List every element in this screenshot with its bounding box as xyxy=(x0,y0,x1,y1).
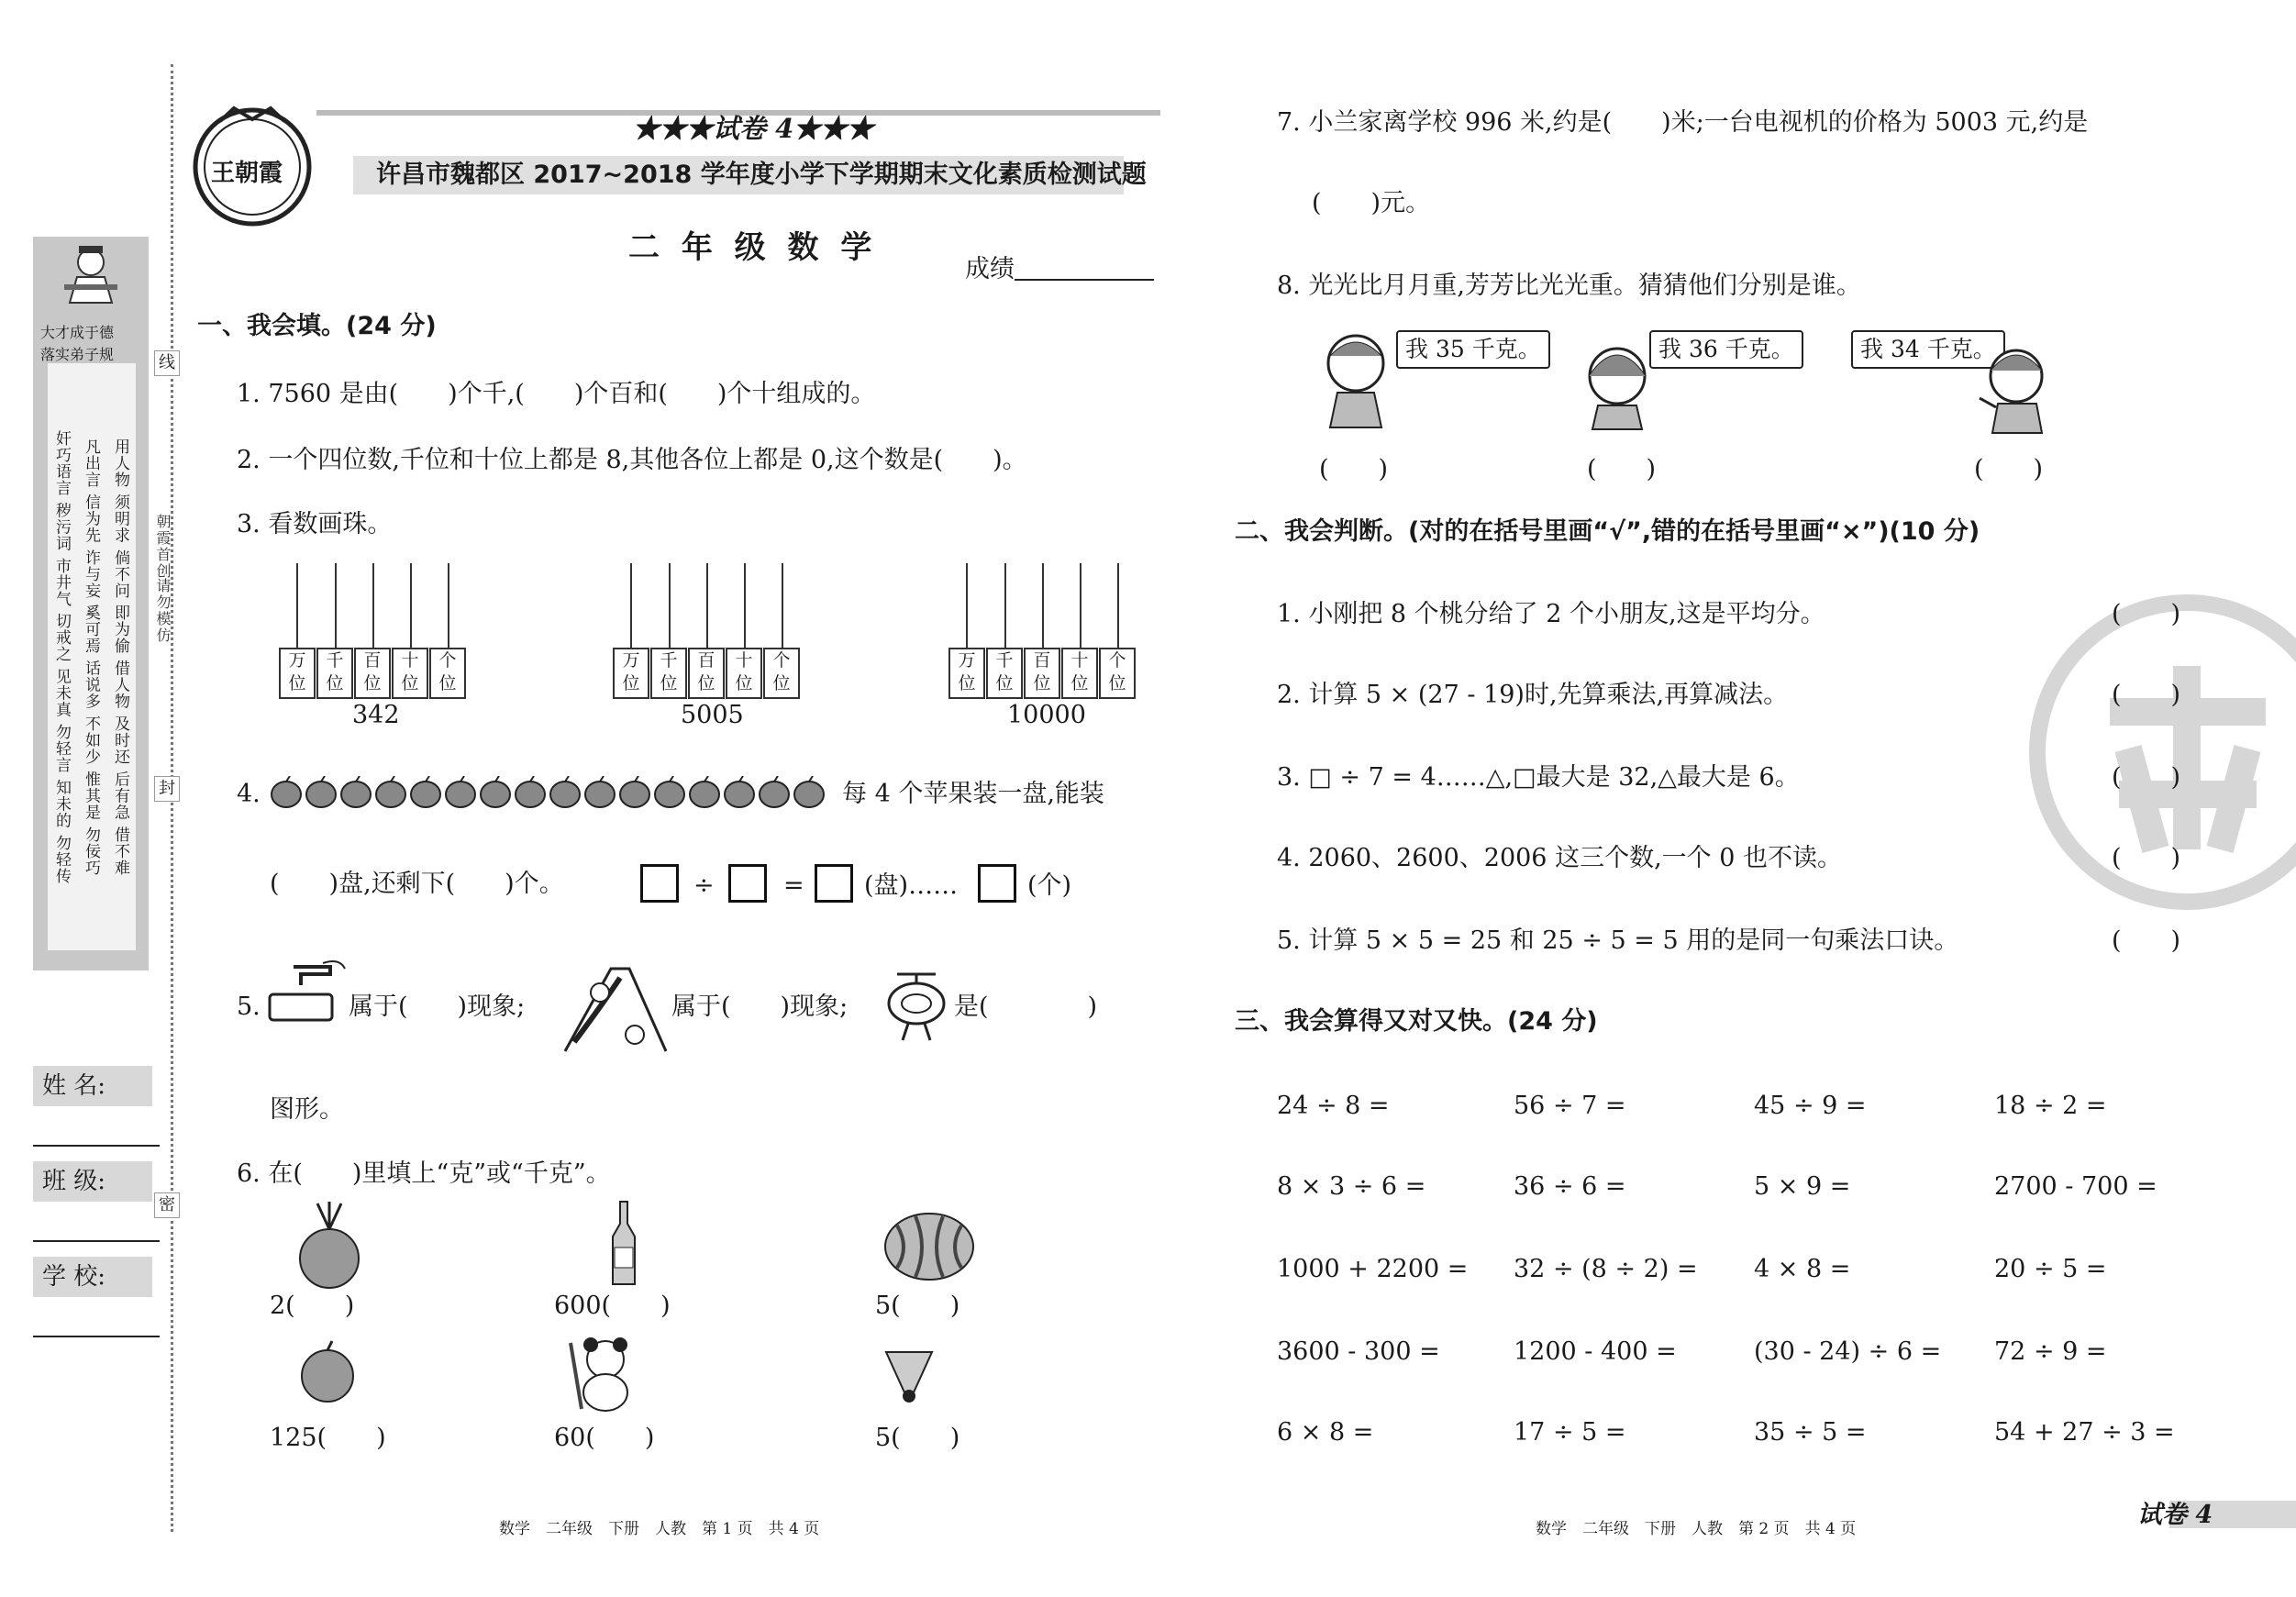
place-cell: 万 位 xyxy=(613,648,649,699)
calc-item[interactable]: 18 ÷ 2 = xyxy=(1994,1092,2107,1120)
place-cell: 百 位 xyxy=(1024,648,1060,699)
q3: 3. 看数画珠。 xyxy=(237,510,393,538)
calc-item[interactable]: 24 ÷ 8 = xyxy=(1277,1092,1390,1120)
star-icon: ★★★ xyxy=(633,113,714,144)
cut-word-3: 密 xyxy=(154,1192,180,1218)
apple-icon xyxy=(295,1339,360,1403)
q6: 6. 在( )里填上“克”或“千克”。 xyxy=(237,1159,611,1188)
q5-part-c: 是( ) xyxy=(954,993,1098,1021)
school-field[interactable] xyxy=(33,1336,160,1337)
motto-text xyxy=(48,363,136,950)
q5-line2: 图形。 xyxy=(270,1095,344,1124)
calc-item[interactable]: 6 × 8 = xyxy=(1277,1418,1374,1447)
judge-item-3: 3. □ ÷ 7 = 4……△,□最大是 32,△最大是 6。 xyxy=(1277,763,1800,792)
place-cell: 十 位 xyxy=(392,648,428,699)
q5-number: 5. xyxy=(237,993,261,1021)
exam-title: 许昌市魏都区 2017~2018 学年度小学下学期期末文化素质检测试题 xyxy=(376,161,1147,189)
motto-col-2: 凡出言 信为先 诈与妄 奚可焉 话说多 不如少 惟其是 勿佞巧 xyxy=(82,438,100,876)
airplane-icon xyxy=(879,967,954,1046)
name-label: 姓 名: xyxy=(33,1066,152,1106)
q2: 2. 一个四位数,千位和十位上都是 8,其他各位上都是 0,这个数是( )。 xyxy=(237,446,1027,474)
corner-label: 试卷 4 xyxy=(2137,1501,2213,1529)
q6-item-2: 600( ) xyxy=(554,1292,671,1320)
op-remainder: (盘)…… xyxy=(864,871,959,900)
faucet-icon xyxy=(266,958,349,1024)
op-unit: (个) xyxy=(1027,871,1072,900)
abacus-number-3: 10000 xyxy=(1007,701,1086,729)
judge-item-1: 1. 小刚把 8 个桃分给了 2 个小朋友,这是平均分。 xyxy=(1277,600,1825,628)
score-field[interactable] xyxy=(1015,279,1154,281)
calc-item[interactable]: 3600 - 300 = xyxy=(1277,1337,1440,1366)
judge-bracket-2[interactable]: ( ) xyxy=(2112,681,2181,709)
subject-title: 二 年 级 数 学 xyxy=(628,229,878,266)
q8-answer-3[interactable]: ( ) xyxy=(1974,455,2044,483)
q6-item-5: 60( ) xyxy=(554,1424,655,1452)
school-label: 学 校: xyxy=(33,1257,152,1297)
judge-item-2: 2. 计算 5 × (27 - 19)时,先算乘法,再算减法。 xyxy=(1277,681,1789,709)
q7-line1: 7. 小兰家离学校 996 米,约是( )米;一台电视机的价格为 5003 元,约是 xyxy=(1277,108,2089,137)
calc-item[interactable]: 56 ÷ 7 = xyxy=(1514,1092,1626,1120)
answer-box-3[interactable] xyxy=(815,864,853,903)
motto-panel xyxy=(33,237,149,970)
q6-item-6: 5( ) xyxy=(875,1424,960,1452)
footer-left: 数学 二年级 下册 人教 第 1 页 共 4 页 xyxy=(499,1520,820,1538)
calc-item[interactable]: 72 ÷ 9 = xyxy=(1994,1337,2107,1366)
place-cell: 十 位 xyxy=(726,648,762,699)
q4-suffix: 每 4 个苹果装一盘,能装 xyxy=(842,780,1104,808)
panda-icon xyxy=(563,1334,640,1413)
calc-item[interactable]: 36 ÷ 6 = xyxy=(1514,1172,1626,1201)
place-cell: 十 位 xyxy=(1061,648,1098,699)
girl-yueyue xyxy=(1580,339,1655,431)
abacus-number-2: 5005 xyxy=(681,701,744,729)
judge-bracket-3[interactable]: ( ) xyxy=(2112,763,2181,792)
exam-label: ★★★试卷 4★★★ xyxy=(633,113,874,144)
speech-bubble-2: 我 36 千克。 xyxy=(1649,330,1803,369)
calc-item[interactable]: 35 ÷ 5 = xyxy=(1754,1418,1867,1447)
speech-bubble-1: 我 35 千克。 xyxy=(1396,330,1550,369)
q6-item-3: 5( ) xyxy=(875,1292,960,1320)
q6-item-1: 2( ) xyxy=(270,1292,355,1320)
answer-box-1[interactable] xyxy=(640,864,679,903)
speech-bubble-3: 我 34 千克。 xyxy=(1851,330,2005,369)
score-label: 成绩 xyxy=(965,255,1015,283)
girl-fangfang xyxy=(1976,339,2053,435)
q1: 1. 7560 是由( )个千,( )个百和( )个十组成的。 xyxy=(237,380,876,408)
apple-row xyxy=(270,776,837,809)
brand-name: 王朝霞 xyxy=(211,160,283,187)
boy-guangguang xyxy=(1321,328,1398,429)
cut-word-1: 线 xyxy=(154,350,180,376)
calc-item[interactable]: 54 + 27 ÷ 3 = xyxy=(1994,1418,2175,1447)
q4-line2: ( )盘,还剩下( )个。 xyxy=(270,870,564,898)
section1-title: 一、我会填。(24 分) xyxy=(197,312,437,340)
section3-title: 三、我会算得又对又快。(24 分) xyxy=(1235,1007,1598,1036)
calc-item[interactable]: 20 ÷ 5 = xyxy=(1994,1255,2107,1283)
vertical-note-1: 朝霞首创 xyxy=(154,514,172,580)
abacus-3[interactable] xyxy=(948,563,1136,701)
place-cell: 千 位 xyxy=(650,648,687,699)
brand-logo xyxy=(183,101,321,229)
section2-title: 二、我会判断。(对的在括号里画“√”,错的在括号里画“×”)(10 分) xyxy=(1235,517,1980,546)
place-cell: 万 位 xyxy=(948,648,985,699)
answer-box-2[interactable] xyxy=(728,864,767,903)
q7-line2: ( )元。 xyxy=(1312,189,1431,217)
judge-item-5: 5. 计算 5 × 5 = 25 和 25 ÷ 5 = 5 用的是同一句乘法口诀。 xyxy=(1277,926,1959,955)
star-icon: ★★★ xyxy=(793,113,874,144)
class-field[interactable] xyxy=(33,1240,160,1242)
slide-icon xyxy=(556,950,671,1057)
answer-box-4[interactable] xyxy=(978,864,1016,903)
calc-item[interactable]: 17 ÷ 5 = xyxy=(1514,1418,1626,1447)
place-cell: 千 位 xyxy=(316,648,353,699)
calc-item[interactable]: 5 × 9 = xyxy=(1754,1172,1851,1201)
place-cell: 百 位 xyxy=(688,648,725,699)
place-cell: 万 位 xyxy=(279,648,316,699)
q8-answer-1[interactable]: ( ) xyxy=(1319,455,1389,483)
bottle-icon xyxy=(609,1200,638,1286)
calc-item[interactable]: 4 × 8 = xyxy=(1754,1255,1851,1283)
judge-bracket-1[interactable]: ( ) xyxy=(2112,600,2181,628)
calc-item[interactable]: 1200 - 400 = xyxy=(1514,1337,1677,1366)
q5-part-b: 属于( )现象; xyxy=(671,993,849,1021)
place-cell: 百 位 xyxy=(354,648,391,699)
place-cell: 个 位 xyxy=(1099,648,1136,699)
judge-item-4: 4. 2060、2600、2006 这三个数,一个 0 也不读。 xyxy=(1277,844,1842,872)
q4-number: 4. xyxy=(237,780,261,808)
calc-item[interactable]: 45 ÷ 9 = xyxy=(1754,1092,1867,1120)
calc-item[interactable]: 1000 + 2200 = xyxy=(1277,1255,1469,1283)
calc-item[interactable]: 2700 - 700 = xyxy=(1994,1172,2157,1201)
abacus-number-1: 342 xyxy=(352,701,400,729)
judge-bracket-5[interactable]: ( ) xyxy=(2112,926,2181,955)
watermelon-icon xyxy=(882,1211,976,1282)
scholar-illustration xyxy=(59,242,123,306)
q8-answer-2[interactable]: ( ) xyxy=(1587,455,1657,483)
footer-right: 数学 二年级 下册 人教 第 2 页 共 4 页 xyxy=(1536,1520,1857,1538)
place-cell: 个 位 xyxy=(763,648,800,699)
op-divide: ÷ xyxy=(693,871,715,900)
abacus-2[interactable] xyxy=(613,563,800,701)
q6-item-4: 125( ) xyxy=(270,1424,386,1452)
judge-bracket-4[interactable]: ( ) xyxy=(2112,844,2181,872)
cut-word-2: 封 xyxy=(154,776,180,802)
class-label: 班 级: xyxy=(33,1161,152,1202)
motto-top-2: 落实弟子规 xyxy=(40,346,115,363)
place-cell: 个 位 xyxy=(429,648,466,699)
motto-top-1: 大才成于德 xyxy=(40,324,115,341)
vertical-note-2: 请勿模仿 xyxy=(154,578,172,644)
abacus-1[interactable] xyxy=(279,563,466,701)
motto-col-3: 用人物 须明求 倘不问 即为偷 借人物 及时还 后有急 借不难 xyxy=(111,438,129,876)
name-field[interactable] xyxy=(33,1145,160,1147)
pineapple-icon xyxy=(295,1202,363,1290)
place-cell: 千 位 xyxy=(986,648,1023,699)
calc-item[interactable]: 32 ÷ (8 ÷ 2) = xyxy=(1514,1255,1698,1283)
calc-item[interactable]: (30 - 24) ÷ 6 = xyxy=(1754,1337,1942,1366)
shuttlecock-icon xyxy=(882,1348,936,1403)
q8: 8. 光光比月月重,芳芳比光光重。猜猜他们分别是谁。 xyxy=(1277,272,1861,300)
calc-item[interactable]: 8 × 3 ÷ 6 = xyxy=(1277,1172,1426,1201)
motto-col-1: 奸巧语言 秽污词 市井气 切戒之 见未真 勿轻言 知未的 勿轻传 xyxy=(52,429,71,884)
op-equals: = xyxy=(783,871,804,900)
q5-part-a: 属于( )现象; xyxy=(349,993,526,1021)
